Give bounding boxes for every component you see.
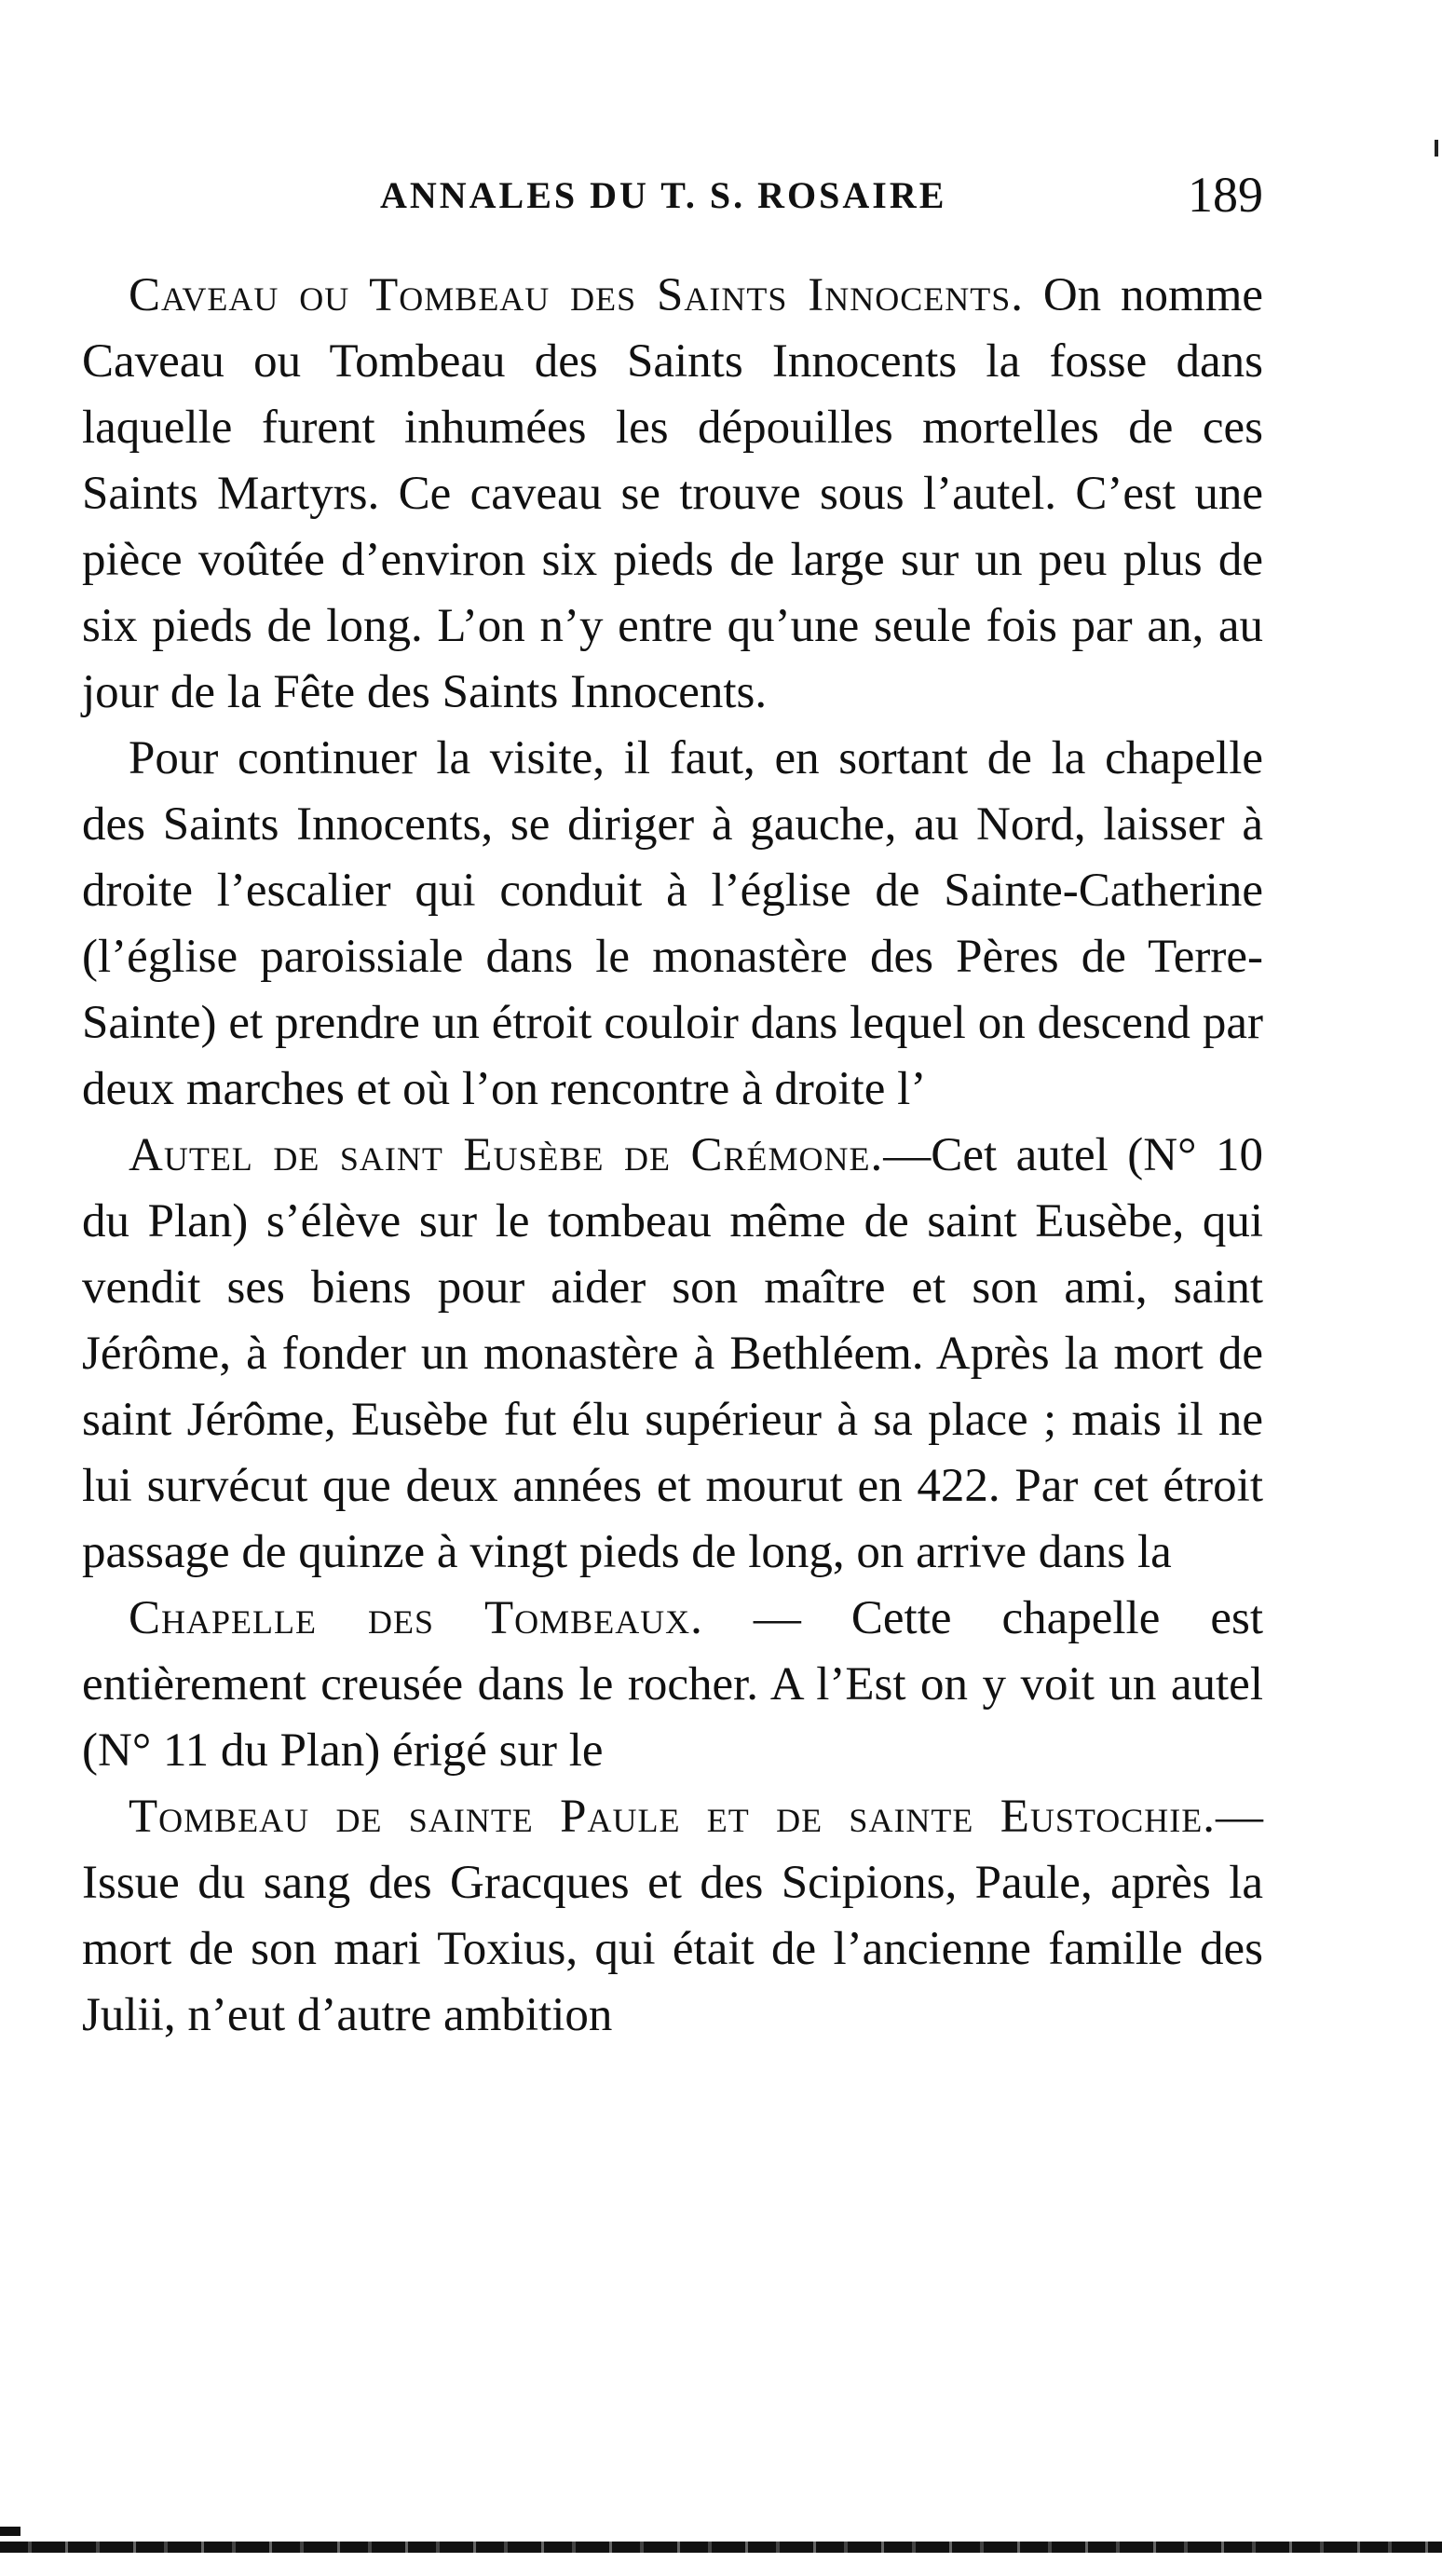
running-head [82, 166, 1263, 231]
paragraph-text: —Cet autel (N° 10 du Plan) s’élève sur le tombeau même de saint Eusèbe, qui vendit ses biens pour aider son maître et son ami, saint Jérôme, à fonder un monastère à Bethléem. Après la mort de saint Jérôme, Eusèbe fut élu supérieur à sa place ; mais il ne lui survécut que deux années et mourut en 422. Par cet étroit passage de quinze à vingt pieds de long, on arrive dans la [82, 1129, 1263, 1578]
section-heading-autel-eusebe: Autel de saint Eusèbe de Crémone. [129, 1129, 884, 1181]
edge-mark [1435, 140, 1438, 157]
bottom-mark [0, 2527, 20, 2536]
running-title: ANNALES DU T. S. ROSAIRE [380, 174, 947, 216]
paragraph-visite [82, 726, 1263, 1123]
page-number: 189 [1188, 167, 1263, 223]
section-heading-chapelle-tombeaux: Chapelle des Tombeaux. [129, 1592, 703, 1644]
paragraph-text: —Issue du sang des Gracques et des Scipions, Paule, après la mort de son mari Toxius, qui était de l’ancienne famille des Julii, n’eut d’autre ambition [82, 1791, 1263, 2041]
paragraph-tombeau-paule [82, 1784, 1263, 2049]
paragraph-text: On nomme Caveau ou Tombeau des Saints Innocents la fosse dans laquelle furent inhumées les dépouilles mortelles de ces Saints Martyrs. Ce caveau se trouve sous l’autel. C’est une pièce voûtée d’environ six pieds de large sur un peu plus de six pieds de long. L’on n’y entre qu’une seule fois par an, au jour de la Fête des Saints Innocents. [82, 269, 1263, 718]
paragraph-chapelle-tombeaux [82, 1586, 1263, 1784]
section-heading-caveau: Caveau ou Tombeau des Saints Innocents. [129, 269, 1024, 321]
body-text [82, 263, 1263, 2049]
paragraph-caveau [82, 263, 1263, 726]
paragraph-autel-eusebe [82, 1123, 1263, 1586]
bottom-rule [0, 2542, 1442, 2553]
section-heading-tombeau-paule: Tombeau de sainte Paule et de sainte Eustochie. [129, 1791, 1216, 1843]
paragraph-text: Pour continuer la visite, il faut, en sortant de la chapelle des Saints Innocents, se diriger à gauche, au Nord, laisser à droite l’escalier qui conduit à l’église de Sainte-Catherine (l’église paroissiale dans le monastère des Pères de Terre-Sainte) et prendre un étroit couloir dans lequel on descend par deux marches et où l’on rencontre à droite l’ [82, 732, 1263, 1115]
paragraph-text: — Cette chapelle est entièrement creusée dans le rocher. A l’Est on y voit un autel (N° 11 du Plan) érigé sur le [82, 1592, 1263, 1777]
